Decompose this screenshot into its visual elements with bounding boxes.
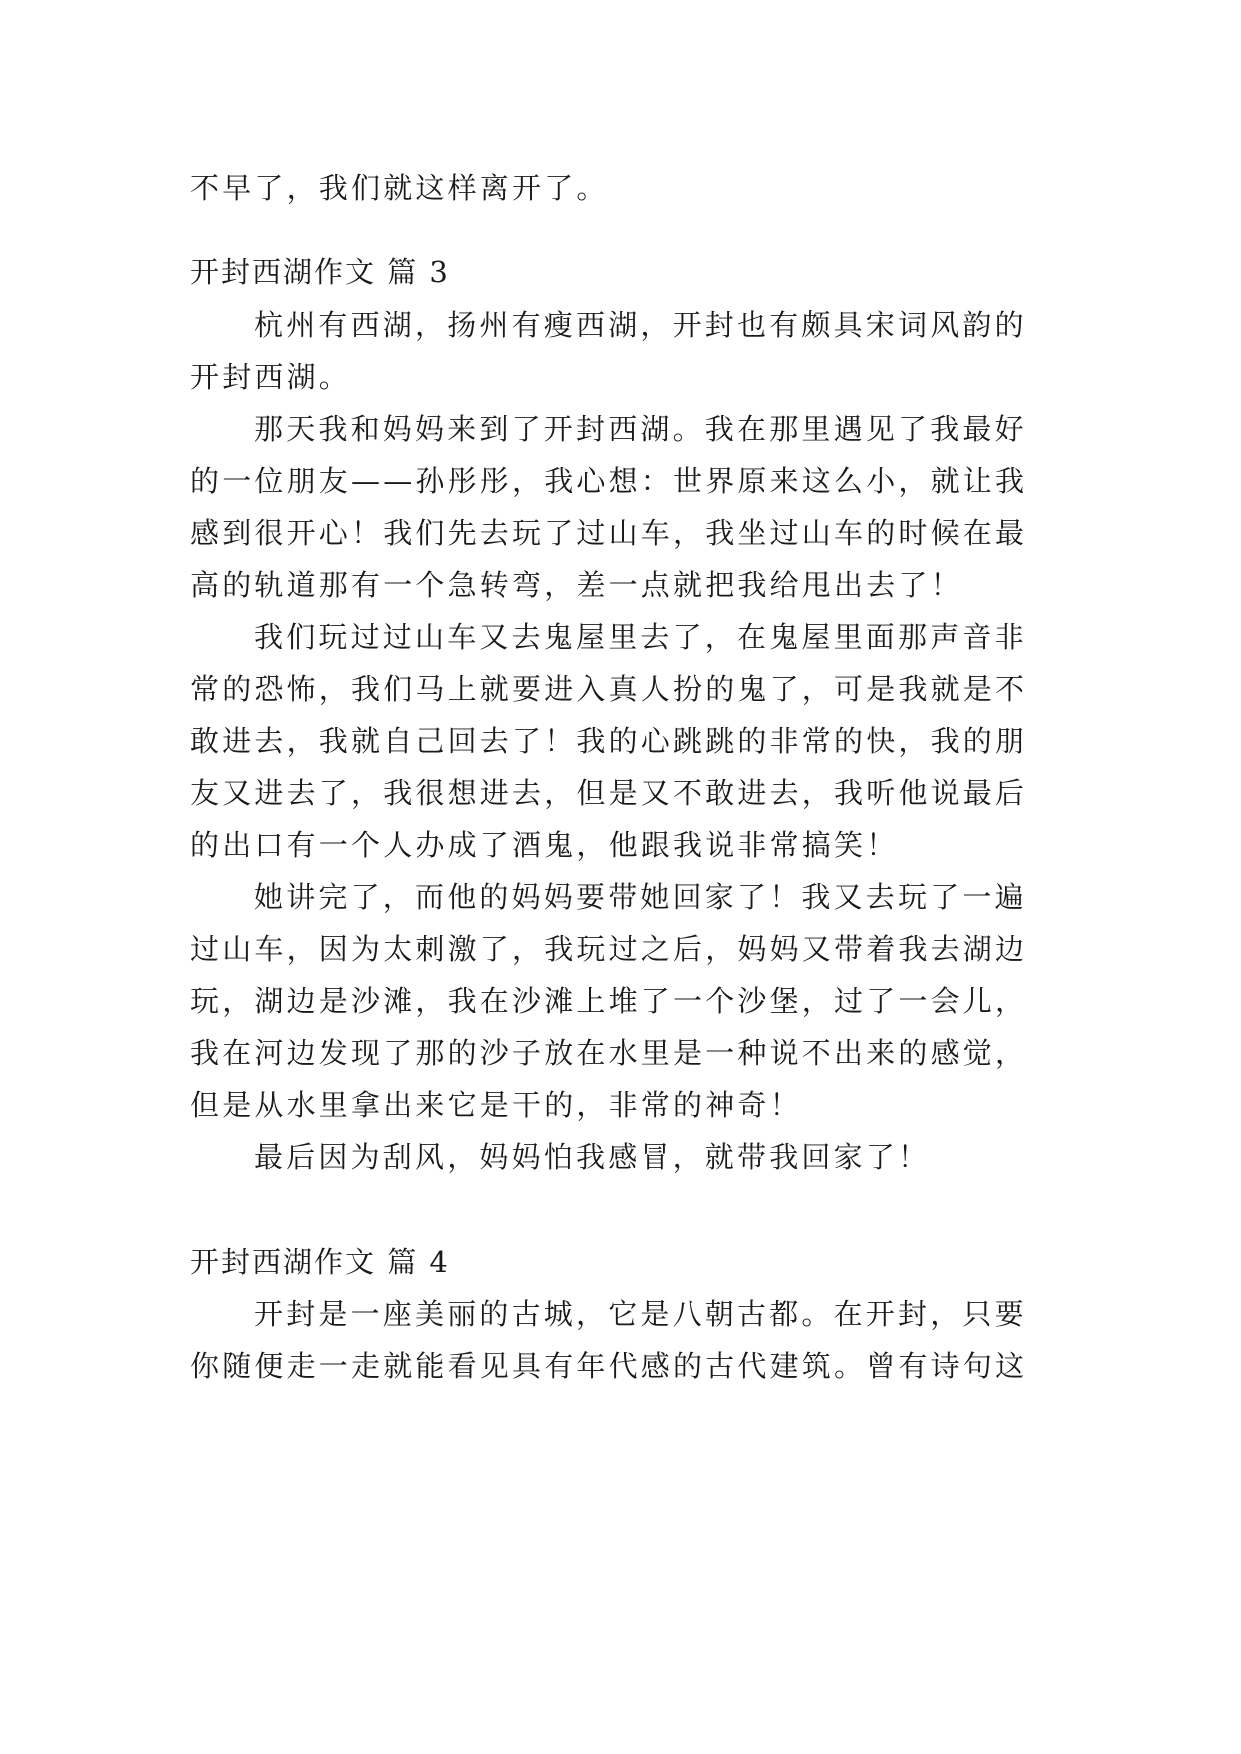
paragraph-line: 我在河边发现了那的沙子放在水里是一种说不出来的感觉，: [190, 1036, 1028, 1070]
paragraph-line: 感到很开心！我们先去玩了过山车，我坐过山车的时候在最: [190, 516, 1028, 550]
paragraph-line: 开封是一座美丽的古城，它是八朝古都。在开封，只要: [254, 1297, 1027, 1331]
paragraph-line: 开封西湖。: [190, 360, 352, 394]
paragraph-line: 玩，湖边是沙滩，我在沙滩上堆了一个沙堡，过了一会儿，: [190, 984, 1028, 1018]
section-heading-4: 开封西湖作文 篇 4: [190, 1245, 450, 1279]
paragraph-line: 杭州有西湖，扬州有瘦西湖，开封也有颇具宋词风韵的: [254, 308, 1027, 342]
paragraph-line: 敢进去，我就自己回去了！我的心跳跳的非常的快，我的朋: [190, 724, 1028, 758]
paragraph-line: 过山车，因为太刺激了，我玩过之后，妈妈又带着我去湖边: [190, 932, 1028, 966]
paragraph-line: 最后因为刮风，妈妈怕我感冒，就带我回家了！: [254, 1140, 931, 1174]
paragraph-line: 高的轨道那有一个急转弯，差一点就把我给甩出去了！: [190, 568, 963, 602]
paragraph-line: 友又进去了，我很想进去，但是又不敢进去，我听他说最后: [190, 776, 1028, 810]
paragraph-line: 我们玩过过山车又去鬼屋里去了，在鬼屋里面那声音非: [254, 620, 1027, 654]
paragraph-line: 但是从水里拿出来它是干的，非常的神奇！: [190, 1088, 802, 1122]
paragraph-line: 的出口有一个人办成了酒鬼，他跟我说非常搞笑！: [190, 828, 899, 862]
paragraph-line: 她讲完了，而他的妈妈要带她回家了！我又去玩了一遍: [254, 880, 1027, 914]
paragraph-line: 你随便走一走就能看见具有年代感的古代建筑。曾有诗句这: [190, 1349, 1028, 1383]
paragraph-line: 的一位朋友——孙彤彤，我心想：世界原来这么小，就让我: [190, 464, 1028, 498]
paragraph-line: 那天我和妈妈来到了开封西湖。我在那里遇见了我最好: [254, 412, 1027, 446]
section-heading-3: 开封西湖作文 篇 3: [190, 255, 450, 289]
paragraph-line: 不早了，我们就这样离开了。: [190, 171, 609, 205]
paragraph-line: 常的恐怖，我们马上就要进入真人扮的鬼了，可是我就是不: [190, 672, 1028, 706]
